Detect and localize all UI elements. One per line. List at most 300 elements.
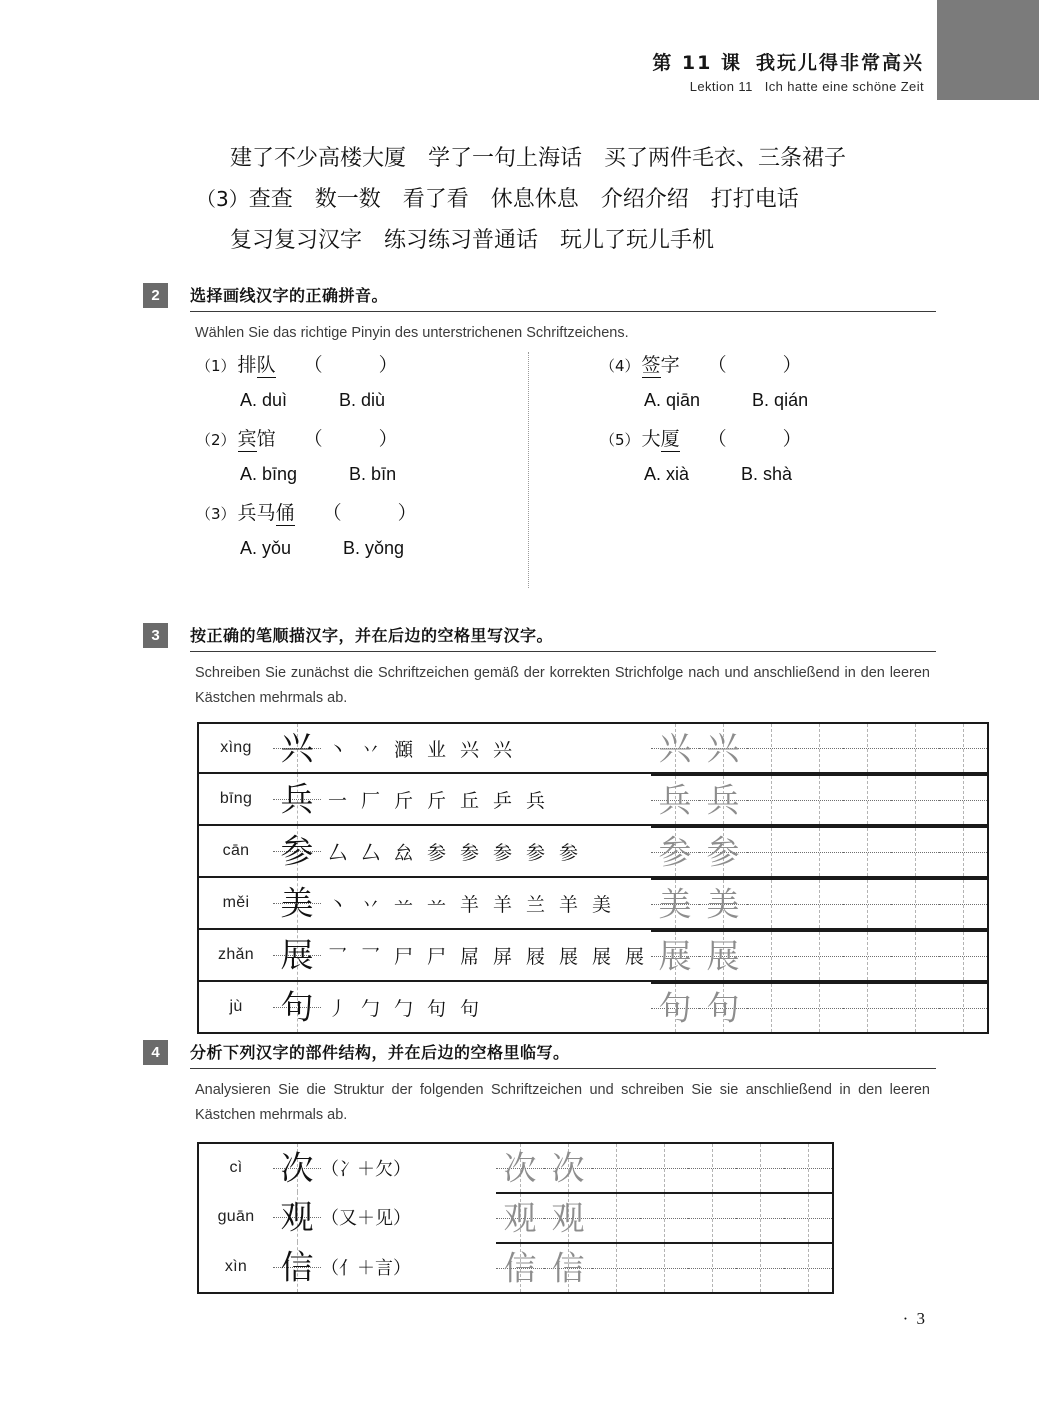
practice-cell-filled[interactable] (651, 983, 699, 1032)
horizontal-guide (891, 904, 939, 905)
quiz-option-b[interactable]: B. yǒng (343, 538, 405, 558)
horizontal-guide (891, 852, 939, 853)
practice-cell-filled[interactable] (699, 983, 747, 1032)
horizontal-guide (939, 748, 987, 749)
quiz-option-a[interactable]: A. xià (644, 464, 690, 484)
bracket-right: ） (782, 354, 802, 376)
practice-cell-empty[interactable] (640, 1243, 688, 1292)
practice-cell-empty[interactable] (891, 724, 939, 772)
practice-grid-cell (496, 1192, 832, 1242)
quiz-answer-blank[interactable] (323, 498, 423, 528)
header-title-de: Ich hatte eine schöne Zeit (764, 79, 924, 94)
practice-cell-empty[interactable] (843, 931, 891, 980)
quiz-item (600, 424, 808, 490)
quiz-index: （3） (196, 505, 236, 523)
stroke-step: 羊 (492, 893, 512, 916)
exercise-3 (143, 623, 936, 711)
model-character: 观 (280, 1197, 314, 1237)
stroke-sequence-cell (321, 877, 651, 929)
quiz-options (644, 384, 808, 416)
practice-cell-empty[interactable] (795, 879, 843, 928)
table-row (199, 981, 987, 1032)
practice-cell-empty[interactable] (592, 1144, 640, 1192)
practice-cell-empty[interactable] (688, 1193, 736, 1242)
practice-cell-filled[interactable] (651, 827, 699, 876)
horizontal-guide (795, 1008, 843, 1009)
exercise-2 (143, 283, 936, 346)
horizontal-guide (784, 1218, 832, 1219)
header-lesson-cn: 第 11 课 (652, 52, 742, 74)
exercise-2-quiz (196, 350, 936, 590)
practice-grid-cell (651, 724, 987, 773)
stroke-step: 乛 (327, 945, 347, 968)
intro-line-1: 建了不少高楼大厦 学了一句上海话 买了两件毛衣、三条裙子 (230, 146, 847, 171)
model-character-cell (273, 877, 321, 929)
practice-character: 信 (551, 1248, 585, 1288)
quiz-word-underlined: 俑 (275, 502, 295, 524)
stroke-step: 䒑 (393, 893, 413, 916)
horizontal-guide (939, 904, 987, 905)
intro-line-2-label: （3） (196, 187, 249, 211)
model-character: 兵 (280, 779, 314, 819)
table-row (199, 929, 987, 981)
header-german-title (652, 79, 924, 94)
quiz-option-a[interactable]: A. duì (240, 390, 288, 410)
exercise-3-instruction: Schreiben Sie zunächst die Schriftzeichen gemäß der korrekten Strichfolge nach und anschließend in den leeren Kästchen mehrmals ab. (195, 665, 930, 706)
model-character-cell (273, 1144, 321, 1192)
practice-cell-empty[interactable] (795, 724, 843, 772)
quiz-answer-blank[interactable] (708, 424, 808, 454)
quiz-option-b[interactable]: B. shà (741, 464, 793, 484)
practice-cell-empty[interactable] (688, 1243, 736, 1292)
practice-cell-filled[interactable] (496, 1193, 544, 1242)
intro-line-2 (196, 179, 936, 220)
practice-cell-empty[interactable] (640, 1193, 688, 1242)
horizontal-guide (688, 1218, 736, 1219)
horizontal-guide (891, 748, 939, 749)
stroke-step: 展 (591, 945, 611, 968)
stroke-step: 兴 (459, 738, 479, 761)
stroke-step: 屏 (492, 945, 512, 968)
practice-grid-cell (651, 981, 987, 1032)
practice-cell-empty[interactable] (939, 879, 987, 928)
exercise-4-rule (190, 1068, 936, 1069)
practice-character: 次 (503, 1148, 537, 1188)
practice-cell-empty[interactable] (843, 983, 891, 1032)
quiz-options (240, 532, 423, 564)
practice-character: 句 (658, 988, 692, 1028)
quiz-answer-blank[interactable] (304, 424, 404, 454)
quiz-index: （5） (600, 431, 640, 449)
stroke-step: 丷 (360, 738, 380, 761)
quiz-options (240, 384, 423, 416)
practice-character: 兵 (706, 780, 740, 820)
quiz-word-pre: 大 (641, 428, 661, 450)
practice-character: 兵 (658, 780, 692, 820)
stroke-step: 䒑 (426, 893, 446, 916)
horizontal-guide (843, 852, 891, 853)
stroke-step: 展 (558, 945, 578, 968)
practice-cell-empty[interactable] (736, 1193, 784, 1242)
bracket-right: ） (378, 354, 398, 376)
stroke-step: 斤 (426, 789, 446, 812)
quiz-column-right (600, 350, 808, 498)
pinyin-cell: jù (229, 998, 243, 1015)
quiz-question (196, 424, 423, 455)
horizontal-guide (784, 1268, 832, 1269)
stroke-step: 屌 (459, 945, 479, 968)
model-character-cell (273, 1192, 321, 1242)
quiz-column-left (196, 350, 423, 572)
corner-gray-block (937, 0, 1039, 100)
pinyin-cell: xìng (220, 739, 252, 756)
practice-cell-filled[interactable] (651, 724, 699, 772)
practice-grid-cell (651, 825, 987, 877)
practice-grid-cell (651, 773, 987, 825)
horizontal-guide (843, 748, 891, 749)
practice-cell-filled[interactable] (699, 931, 747, 980)
quiz-answer-blank[interactable] (708, 350, 808, 380)
horizontal-guide (939, 852, 987, 853)
practice-cell-empty[interactable] (891, 983, 939, 1032)
horizontal-guide (736, 1168, 784, 1169)
practice-cell-empty[interactable] (891, 879, 939, 928)
horizontal-guide (592, 1218, 640, 1219)
stroke-step: 㶊 (393, 738, 413, 761)
practice-cell-empty[interactable] (891, 931, 939, 980)
horizontal-guide (747, 904, 795, 905)
exercise-4 (143, 1040, 936, 1128)
practice-cell-empty[interactable] (843, 827, 891, 876)
stroke-sequence-cell (321, 773, 651, 825)
practice-character: 句 (706, 988, 740, 1028)
stroke-step: 丘 (459, 789, 479, 812)
practice-cell-filled[interactable] (496, 1144, 544, 1192)
quiz-item (600, 350, 808, 416)
practice-character: 观 (551, 1198, 585, 1238)
horizontal-guide (592, 1168, 640, 1169)
horizontal-guide (688, 1168, 736, 1169)
stroke-step: 勹 (393, 997, 413, 1020)
quiz-word-underlined: 签 (641, 354, 661, 376)
horizontal-guide (843, 800, 891, 801)
practice-cell-empty[interactable] (784, 1243, 832, 1292)
practice-cell-filled[interactable] (544, 1144, 592, 1192)
quiz-word-underlined: 队 (256, 354, 276, 376)
practice-character: 美 (658, 884, 692, 924)
model-character: 兴 (280, 728, 314, 768)
bracket-left: （ (322, 502, 342, 524)
horizontal-guide (736, 1218, 784, 1219)
pinyin-cell: měi (222, 894, 250, 911)
practice-cell-empty[interactable] (747, 775, 795, 824)
stroke-sequence-cell (321, 825, 651, 877)
horizontal-guide (795, 748, 843, 749)
stroke-step: 厽 (393, 841, 413, 864)
practice-cell-empty[interactable] (736, 1144, 784, 1192)
pinyin-cell: cān (222, 842, 250, 859)
stroke-step: 尸 (393, 945, 413, 968)
bracket-right: ） (378, 428, 398, 450)
exercise-3-heading (143, 623, 936, 652)
practice-cell-empty[interactable] (592, 1193, 640, 1242)
practice-cell-empty[interactable] (939, 775, 987, 824)
practice-cell-empty[interactable] (891, 827, 939, 876)
bracket-right: ） (397, 502, 417, 524)
exercise-2-badge: 2 (143, 283, 168, 308)
stroke-step: 美 (591, 893, 611, 916)
quiz-word (238, 354, 276, 376)
stroke-step: 尸 (426, 945, 446, 968)
quiz-option-b[interactable]: B. bīn (349, 464, 397, 484)
horizontal-guide (736, 1268, 784, 1269)
horizontal-guide (795, 852, 843, 853)
pinyin-cell: xìn (224, 1258, 248, 1275)
quiz-index: （2） (196, 431, 236, 449)
quiz-option-a[interactable]: A. qiān (644, 390, 701, 410)
model-character: 展 (280, 935, 314, 975)
exercise-3-title: 按正确的笔顺描汉字，并在后边的空格里写汉字。 (190, 626, 554, 645)
practice-character: 兴 (658, 728, 692, 768)
horizontal-guide (592, 1268, 640, 1269)
quiz-word-post: 馆 (256, 428, 276, 450)
practice-cell-empty[interactable] (592, 1243, 640, 1292)
practice-cell-empty[interactable] (688, 1144, 736, 1192)
quiz-item (196, 498, 423, 564)
bracket-left: （ (707, 428, 727, 450)
stroke-step: 兰 (525, 893, 545, 916)
table-row (199, 1242, 832, 1292)
exercise-3-badge: 3 (143, 623, 168, 648)
practice-character: 展 (658, 936, 692, 976)
practice-cell-filled[interactable] (699, 775, 747, 824)
model-character: 参 (280, 831, 314, 871)
stroke-step: 厶 (327, 841, 347, 864)
quiz-item (196, 350, 423, 416)
stroke-sequence-cell (321, 724, 651, 773)
practice-cell-empty[interactable] (784, 1144, 832, 1192)
quiz-word-underlined: 厦 (660, 428, 680, 450)
stroke-step: 丶 (327, 738, 347, 761)
horizontal-guide (843, 904, 891, 905)
stroke-step: 参 (558, 841, 578, 864)
exercise-2-heading (143, 283, 936, 312)
quiz-word-pre: 排 (237, 354, 257, 376)
horizontal-guide (891, 956, 939, 957)
horizontal-guide (747, 852, 795, 853)
practice-cell-filled[interactable] (651, 879, 699, 928)
horizontal-guide (843, 956, 891, 957)
stroke-step: 展 (624, 945, 644, 968)
quiz-question (196, 350, 423, 381)
bracket-right: ） (782, 428, 802, 450)
practice-cell-empty[interactable] (939, 827, 987, 876)
table-row (199, 773, 987, 825)
model-character: 信 (280, 1247, 314, 1287)
quiz-word (642, 428, 680, 450)
component-structure-cell: （亻＋言） (321, 1258, 411, 1279)
horizontal-guide (843, 1008, 891, 1009)
stroke-step: 斤 (393, 789, 413, 812)
horizontal-guide (795, 800, 843, 801)
exercise-4-badge: 4 (143, 1040, 168, 1065)
exercise-2-title: 选择画线汉字的正确拼音。 (190, 286, 389, 305)
practice-cell-empty[interactable] (747, 931, 795, 980)
practice-cell-filled[interactable] (544, 1193, 592, 1242)
practice-cell-filled[interactable] (496, 1243, 544, 1292)
stroke-step: 业 (426, 738, 446, 761)
bracket-left: （ (303, 428, 323, 450)
quiz-item (196, 424, 423, 490)
practice-cell-empty[interactable] (843, 775, 891, 824)
stroke-step: 句 (459, 997, 479, 1020)
quiz-word-underlined: 宾 (237, 428, 257, 450)
practice-character: 观 (503, 1198, 537, 1238)
practice-cell-filled[interactable] (699, 827, 747, 876)
practice-cell-empty[interactable] (843, 724, 891, 772)
model-character-cell (273, 724, 321, 773)
stroke-step: 句 (426, 997, 446, 1020)
practice-grid-cell (496, 1242, 832, 1292)
table-row (199, 825, 987, 877)
stroke-sequence-cell (321, 929, 651, 981)
practice-character: 美 (706, 884, 740, 924)
practice-cell-empty[interactable] (939, 983, 987, 1032)
quiz-options (644, 458, 808, 490)
practice-cell-empty[interactable] (795, 931, 843, 980)
stroke-step: 参 (492, 841, 512, 864)
practice-cell-filled[interactable] (699, 879, 747, 928)
practice-character: 参 (658, 832, 692, 872)
practice-cell-empty[interactable] (784, 1193, 832, 1242)
practice-cell-empty[interactable] (795, 775, 843, 824)
bracket-left: （ (707, 354, 727, 376)
quiz-question (600, 424, 808, 455)
practice-cell-empty[interactable] (795, 983, 843, 1032)
quiz-options (240, 458, 423, 490)
practice-cell-filled[interactable] (651, 931, 699, 980)
practice-character: 兴 (706, 728, 740, 768)
horizontal-guide (939, 800, 987, 801)
bracket-left: （ (303, 354, 323, 376)
stroke-step: 参 (459, 841, 479, 864)
header-chinese-title (652, 48, 924, 75)
quiz-option-a[interactable]: A. yǒu (240, 538, 292, 558)
quiz-option-a[interactable]: A. bīng (240, 464, 298, 484)
pinyin-cell: bīng (219, 790, 253, 807)
horizontal-guide (747, 1008, 795, 1009)
quiz-word (642, 354, 680, 376)
stroke-step: 羊 (459, 893, 479, 916)
horizontal-guide (795, 904, 843, 905)
model-character: 美 (280, 883, 314, 923)
stroke-step: 参 (426, 841, 446, 864)
practice-cell-empty[interactable] (747, 983, 795, 1032)
practice-cell-empty[interactable] (736, 1243, 784, 1292)
practice-cell-empty[interactable] (795, 827, 843, 876)
component-structure-table (197, 1142, 834, 1294)
pinyin-cell: cì (229, 1159, 243, 1176)
horizontal-guide (640, 1218, 688, 1219)
model-character: 句 (280, 987, 314, 1027)
horizontal-guide (747, 956, 795, 957)
exercise-4-instruction: Analysieren Sie die Struktur der folgenden Schriftzeichen und schreiben Sie sie anschließend in den leeren Kästchen mehrmals ab. (195, 1082, 930, 1123)
intro-phrase-block (196, 138, 936, 261)
horizontal-guide (891, 800, 939, 801)
stroke-step: 勹 (360, 997, 380, 1020)
exercise-3-rule (190, 651, 936, 652)
practice-cell-filled[interactable] (544, 1243, 592, 1292)
quiz-option-b[interactable]: B. qián (752, 390, 809, 410)
stroke-step: 厶 (360, 841, 380, 864)
stroke-step: 屐 (525, 945, 545, 968)
model-character-cell (273, 773, 321, 825)
stroke-step: 乛 (360, 945, 380, 968)
stroke-step: 参 (525, 841, 545, 864)
quiz-question (600, 350, 808, 381)
practice-cell-filled[interactable] (699, 724, 747, 772)
horizontal-guide (795, 956, 843, 957)
intro-line-3: 复习复习汉字 练习练习普通话 玩儿了玩儿手机 (230, 228, 715, 253)
component-structure-cell: （冫＋欠） (321, 1159, 411, 1180)
practice-cell-empty[interactable] (939, 931, 987, 980)
horizontal-guide (640, 1168, 688, 1169)
header-title-cn: 我玩儿得非常高兴 (755, 52, 924, 74)
pinyin-cell: guān (217, 1208, 255, 1225)
practice-cell-empty[interactable] (747, 724, 795, 772)
page-number: · 3 (902, 1309, 927, 1328)
quiz-word (238, 428, 276, 450)
table-row (199, 1192, 832, 1242)
model-character-cell (273, 825, 321, 877)
stroke-order-table (197, 722, 989, 1034)
intro-line-2-text: 查查 数一数 看了看 休息休息 介绍介绍 打打电话 (248, 187, 799, 212)
horizontal-guide (640, 1268, 688, 1269)
stroke-step: 一 (327, 789, 347, 812)
model-character: 次 (280, 1148, 314, 1188)
stroke-step: 丷 (360, 893, 380, 916)
exercise-4-title: 分析下列汉字的部件结构，并在后边的空格里临写。 (190, 1043, 570, 1062)
horizontal-guide (784, 1168, 832, 1169)
quiz-word-post: 字 (660, 354, 680, 376)
practice-character: 参 (706, 832, 740, 872)
horizontal-guide (747, 748, 795, 749)
practice-cell-empty[interactable] (939, 724, 987, 772)
table-row (199, 724, 987, 773)
stroke-step: 丿 (327, 997, 347, 1020)
component-structure-cell: （又＋见） (321, 1208, 411, 1229)
practice-cell-filled[interactable] (651, 775, 699, 824)
quiz-index: （4） (600, 357, 640, 375)
pinyin-cell: zhǎn (218, 946, 254, 963)
practice-cell-empty[interactable] (747, 827, 795, 876)
practice-character: 信 (503, 1248, 537, 1288)
practice-cell-empty[interactable] (843, 879, 891, 928)
model-character-cell (273, 981, 321, 1032)
practice-cell-empty[interactable] (891, 775, 939, 824)
exercise-4-heading (143, 1040, 936, 1069)
exercise-2-rule (190, 311, 936, 312)
quiz-word (238, 502, 295, 524)
practice-cell-empty[interactable] (640, 1144, 688, 1192)
quiz-option-b[interactable]: B. diù (339, 390, 386, 410)
stroke-step: 羊 (558, 893, 578, 916)
quiz-answer-blank[interactable] (304, 350, 404, 380)
horizontal-guide (939, 956, 987, 957)
page-header (652, 48, 924, 94)
practice-cell-empty[interactable] (747, 879, 795, 928)
practice-character: 展 (706, 936, 740, 976)
